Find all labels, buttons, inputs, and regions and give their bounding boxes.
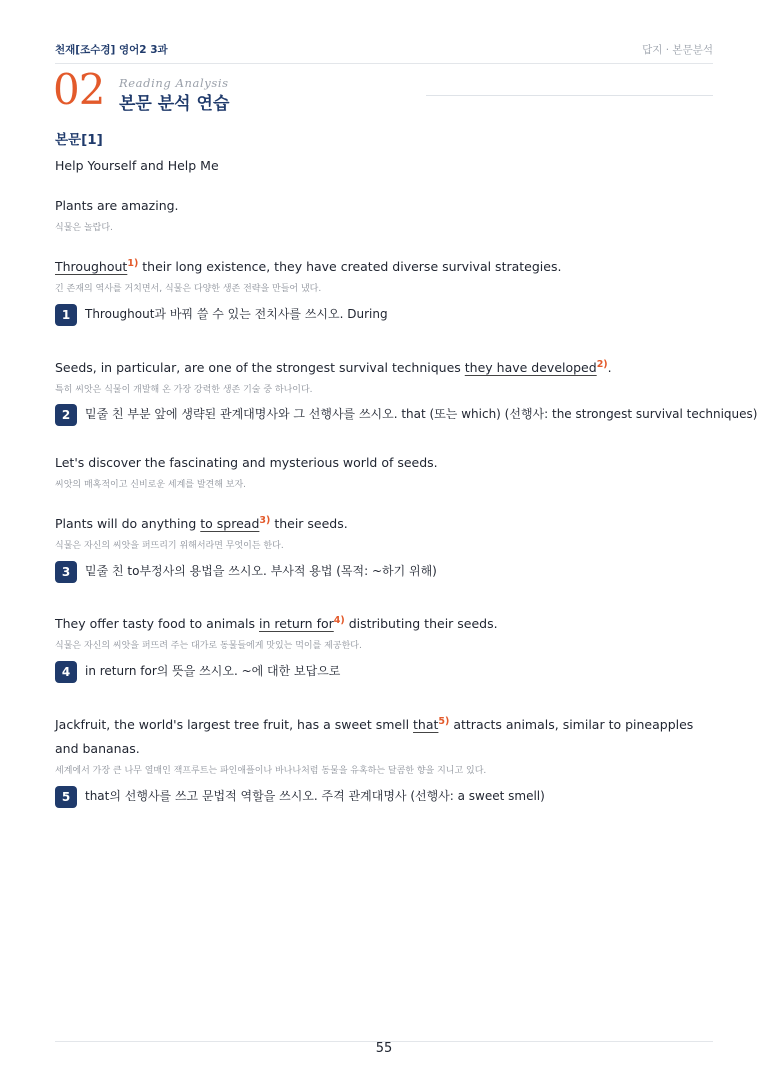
sentence-block — [55, 451, 715, 492]
question-item — [55, 404, 758, 426]
sentence-kr: 식물은 자신의 씨앗을 퍼뜨려 주는 대가로 동물들에게 맛있는 먹이를 제공한다. — [55, 641, 362, 652]
sentence-en — [55, 609, 715, 636]
sentence-en — [55, 710, 695, 761]
sentence-en — [55, 451, 715, 475]
sentence-block — [55, 710, 695, 778]
category-label: 답지 · 본문분석 — [642, 44, 713, 56]
sentence-text: They offer tasty food to animals — [55, 616, 260, 632]
sentence-kr: 식물은 자신의 씨앗을 퍼뜨리기 위해서라면 무엇이든 한다. — [55, 541, 284, 552]
sentence-text: attracts animals, similar to pineapples and bananas. — [55, 717, 694, 757]
question-text: 밑줄 친 부분 앞에 생략된 관계대명사와 그 선행사를 쓰시오. that (또는 which) (선행사: the strongest survival techniques) — [85, 407, 758, 421]
question-text: 밑줄 친 to부정사의 용법을 쓰시오. 부사적 용법 (목적: ~하기 위해) — [85, 564, 437, 578]
question-text: that의 선행사를 쓰고 문법적 역할을 쓰시오. 주격 관계대명사 (선행사: a sweet smell) — [85, 789, 545, 803]
sentence-text: Plants will do anything — [55, 516, 201, 532]
sentence-kr: 세계에서 가장 큰 나무 열매인 잭프루트는 파인애플이나 바나나처럼 동물을 유혹하는 달콤한 향을 지니고 있다. — [55, 766, 487, 777]
sentence-text: Plants are amazing. — [55, 198, 179, 213]
chapter-divider — [426, 95, 713, 96]
sentence-text: their long existence, they have created diverse survival strategies. — [138, 259, 562, 275]
footnote-marker: 2) — [596, 359, 608, 370]
question-text: in return for의 뜻을 쓰시오. ~에 대한 보답으로 — [85, 664, 341, 678]
question-item — [55, 561, 735, 583]
chapter-title: 본문 분석 연습 — [119, 94, 230, 114]
text-title: Help Yourself and Help Me — [55, 158, 219, 173]
sentence-en — [55, 194, 715, 218]
footnote-marker: 5) — [438, 716, 450, 727]
sentence-kr: 긴 존재의 역사를 거치면서, 식물은 다양한 생존 전략을 만들어 냈다. — [55, 284, 322, 295]
question-number-badge: 3 — [55, 561, 77, 583]
chapter-number: 02 — [53, 65, 105, 114]
sentence-kr: 식물은 놀랍다. — [55, 223, 113, 233]
question-item — [55, 786, 735, 808]
underlined-phrase: Throughout — [55, 259, 128, 275]
footnote-marker: 1) — [127, 258, 139, 269]
sentence-text: . — [607, 360, 612, 376]
sentence-en — [55, 353, 715, 380]
sentence-kr: 씨앗의 매혹적이고 신비로운 세계를 발견해 보자. — [55, 480, 247, 490]
section-title: 본문[1] — [55, 132, 103, 148]
footnote-marker: 4) — [333, 615, 345, 626]
sentence-text: Let's discover the fascinating and mysterious world of seeds. — [55, 455, 438, 470]
question-item — [55, 661, 735, 683]
sentence-en — [55, 252, 715, 279]
sentence-block — [55, 194, 715, 235]
sentence-block — [55, 609, 715, 653]
question-number-badge: 1 — [55, 304, 77, 326]
underlined-phrase: to spread — [200, 516, 260, 532]
sentence-block — [55, 353, 715, 397]
chapter-subtitle: Reading Analysis — [119, 76, 229, 90]
sentence-text: their seeds. — [270, 516, 348, 532]
sentence-text: distributing their seeds. — [344, 616, 498, 632]
sentence-text: Jackfruit, the world's largest tree fruit, has a sweet smell — [55, 717, 414, 733]
sentence-text: Seeds, in particular, are one of the strongest survival techniques — [55, 360, 465, 376]
page-number: 55 — [375, 1041, 393, 1056]
book-title: 천재[조수경] 영어2 3과 — [55, 44, 168, 56]
question-number-badge: 5 — [55, 786, 77, 808]
underlined-phrase: that — [413, 717, 439, 733]
question-number-badge: 2 — [55, 404, 77, 426]
sentence-en — [55, 509, 715, 536]
question-number-badge: 4 — [55, 661, 77, 683]
underlined-phrase: they have developed — [464, 360, 597, 376]
question-text: Throughout과 바꿔 쓸 수 있는 전치사를 쓰시오. During — [85, 307, 388, 321]
question-item — [55, 304, 735, 326]
sentence-block — [55, 509, 715, 553]
sentence-block — [55, 252, 715, 296]
footnote-marker: 3) — [259, 515, 271, 526]
sentence-kr: 특히 씨앗은 식물이 개발해 온 가장 강력한 생존 기술 중 하나이다. — [55, 385, 313, 396]
header-divider — [55, 63, 713, 64]
underlined-phrase: in return for — [259, 616, 334, 632]
